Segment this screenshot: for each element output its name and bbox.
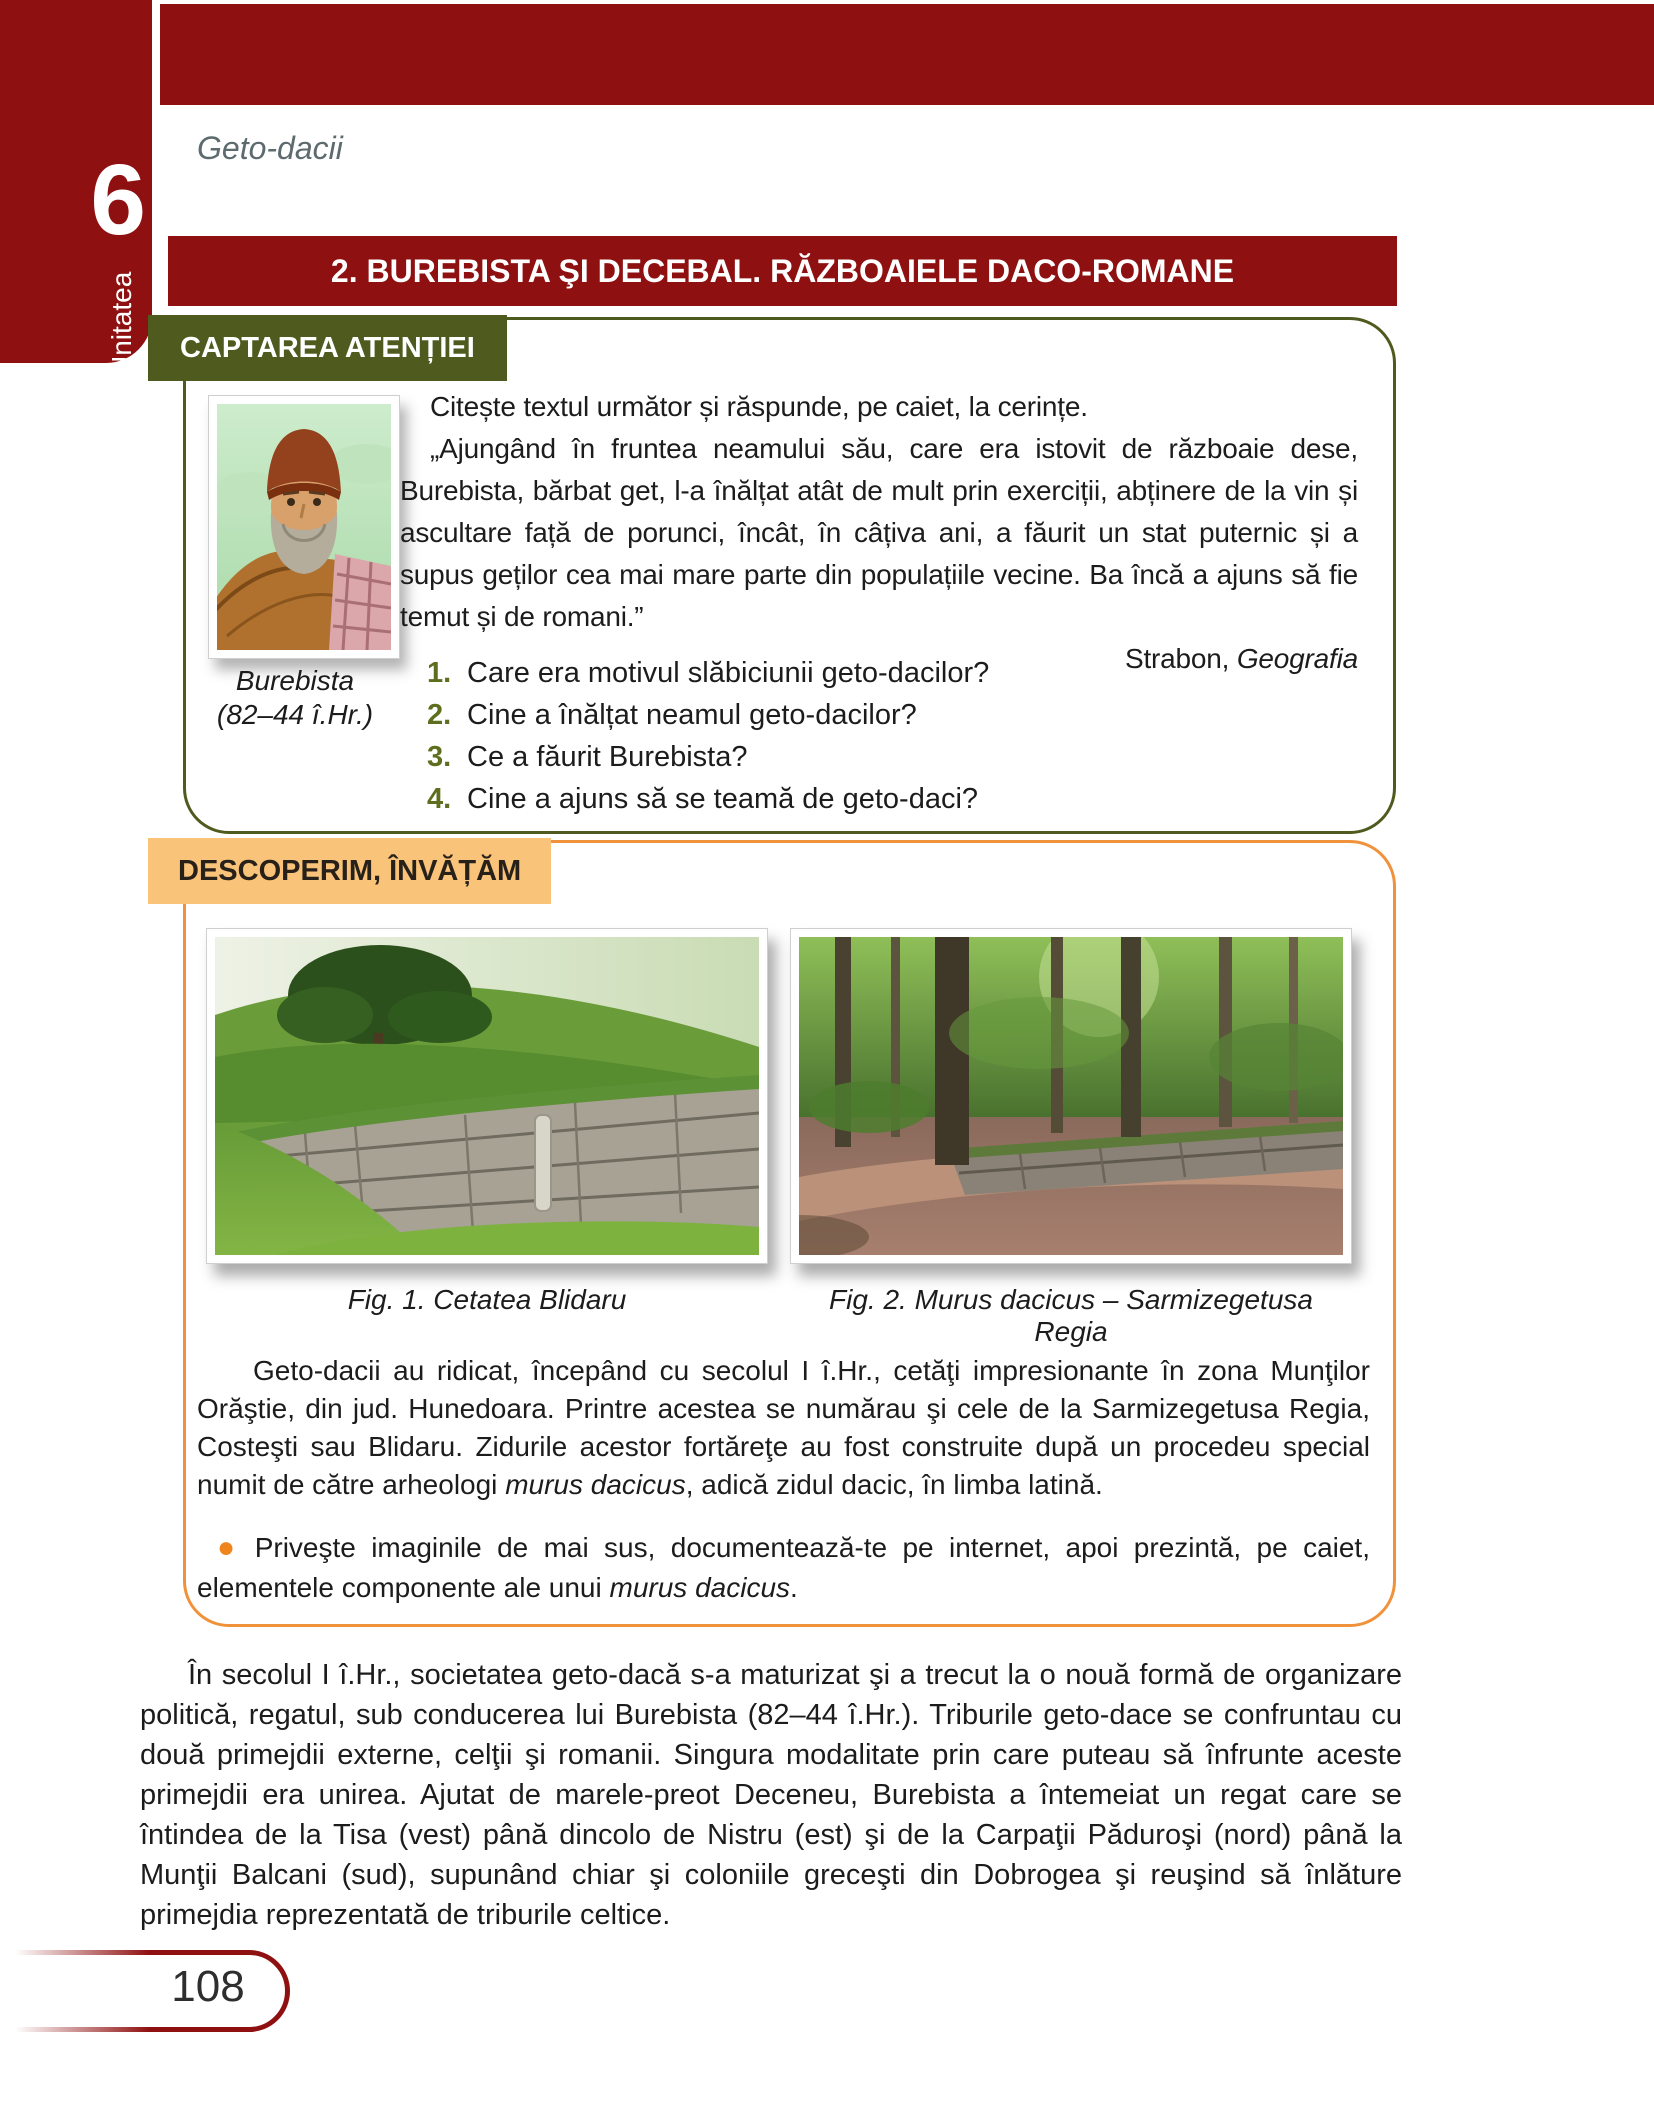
task-paragraph	[197, 1528, 1370, 1608]
quote-source-author: Strabon,	[1125, 643, 1237, 674]
fig1-photo-illustration	[215, 937, 759, 1255]
section-tab-captarea-atentiei: CAPTAREA ATENȚIEI	[148, 315, 507, 381]
question-number: 1.	[427, 657, 452, 689]
header-red-bar	[160, 4, 1654, 105]
descoperim-paragraph	[197, 1352, 1370, 1504]
burebista-portrait	[208, 395, 400, 659]
paragraph-text-after: , adică zidul dacic, în limba latină.	[685, 1469, 1103, 1500]
task-text: Priveşte imaginile de mai sus, documentează-te pe internet, apoi prezintă, pe caiet, elementele componente ale unui	[197, 1532, 1370, 1603]
question-text: Ce a făurit Burebista?	[467, 741, 748, 773]
fig1-photo-cetatea-blidaru	[206, 928, 768, 1264]
task-italic-term: murus dacicus	[609, 1572, 791, 1603]
question-row	[427, 778, 989, 820]
question-text: Cine a înălțat neamul geto-dacilor?	[467, 699, 917, 731]
fig2-caption: Fig. 2. Murus dacicus – Sarmizegetusa Regia	[829, 1284, 1313, 1347]
body-paragraph: În secolul I î.Hr., societatea geto-dacă s-a maturizat şi a trecut la o nouă formă de organizare politică, regatul, sub conducerea lui Burebista (82–44 î.Hr.). Triburile geto-dace se confruntau cu două primejdii externe, celţii şi romanii. Singura modalitate prin care puteau să înfrunte aceste primejdii era unirea. Ajutat de marele-preot Deceneu, Burebista a întemeiat un regat care se întindea de la Tisa (vest) până dincolo de Nistru (est) şi de la Carpaţii Păduroşi (nord) până la Munţii Balcani (sud), supunând chiar şi coloniile greceşti din Dobrogea şi reuşind să înlăture primejdia reprezentată de triburile celtice.	[140, 1659, 1402, 1931]
lesson-title-banner: 2. BUREBISTA ŞI DECEBAL. RĂZBOAIELE DACO-ROMANE	[168, 236, 1397, 306]
question-number: 4.	[427, 783, 452, 815]
portrait-caption	[150, 664, 440, 732]
quote-area	[400, 386, 1358, 680]
task-text-after: .	[790, 1572, 798, 1603]
paragraph-text: Geto-dacii au ridicat, începând cu secolul I î.Hr., cetăţi impresionante în zona Munţilor Orăştie, din jud. Hunedoara. Printre acestea se numărau şi cele de la Sarmizegetusa Regia, Costeşti sau Blidaru. Zidurile acestor fortăreţe au fost construite după un procedeu special numit de către arheologi	[197, 1355, 1370, 1500]
portrait-caption-name: Burebista	[235, 665, 355, 696]
question-row	[427, 736, 989, 778]
fig2-photo-illustration	[799, 937, 1343, 1255]
fig1-caption: Fig. 1. Cetatea Blidaru	[347, 1284, 627, 1315]
fig2-photo-murus-dacicus	[790, 928, 1352, 1264]
page-number: 108	[171, 1962, 245, 2011]
question-text: Care era motivul slăbiciunii geto-dacilor?	[467, 657, 990, 689]
paragraph-italic-term: murus dacicus	[505, 1469, 686, 1500]
page-pill-fade	[0, 1944, 150, 2040]
question-number: 2.	[427, 699, 452, 731]
quote-text: „Ajungând în fruntea neamului său, care era istovit de războaie dese, Burebista, bărbat get, l-a înălțat atât de mult prin exerciții, abținere de la vin și ascultare față de porunci, încât, în câțiva ani, a făurit un stat puternic și a supus geților cea mai mare parte din populațiile vecine. Ba încă a ajuns să fie temut și de romani.”	[400, 433, 1358, 632]
burebista-portrait-illustration	[217, 404, 391, 650]
question-row	[427, 652, 989, 694]
portrait-caption-years: (82–44 î.Hr.)	[216, 699, 374, 730]
quote-source-work: Geografia	[1236, 643, 1358, 674]
question-text: Cine a ajuns să se teamă de geto-daci?	[467, 783, 979, 815]
question-number: 3.	[427, 741, 452, 773]
unit-label-vertical: Unitatea	[106, 271, 137, 376]
quote-intro: Citește textul următor și răspunde, pe caiet, la cerințe.	[430, 391, 1088, 422]
question-list	[427, 652, 989, 820]
question-row	[427, 694, 989, 736]
unit-number: 6	[90, 144, 146, 256]
running-head: Geto-dacii	[197, 130, 343, 166]
section-tab-descoperim-invatam: DESCOPERIM, ÎNVĂȚĂM	[148, 838, 551, 904]
bullet-dot-icon: ●	[217, 1531, 243, 1564]
unit-sidebar	[0, 0, 152, 376]
